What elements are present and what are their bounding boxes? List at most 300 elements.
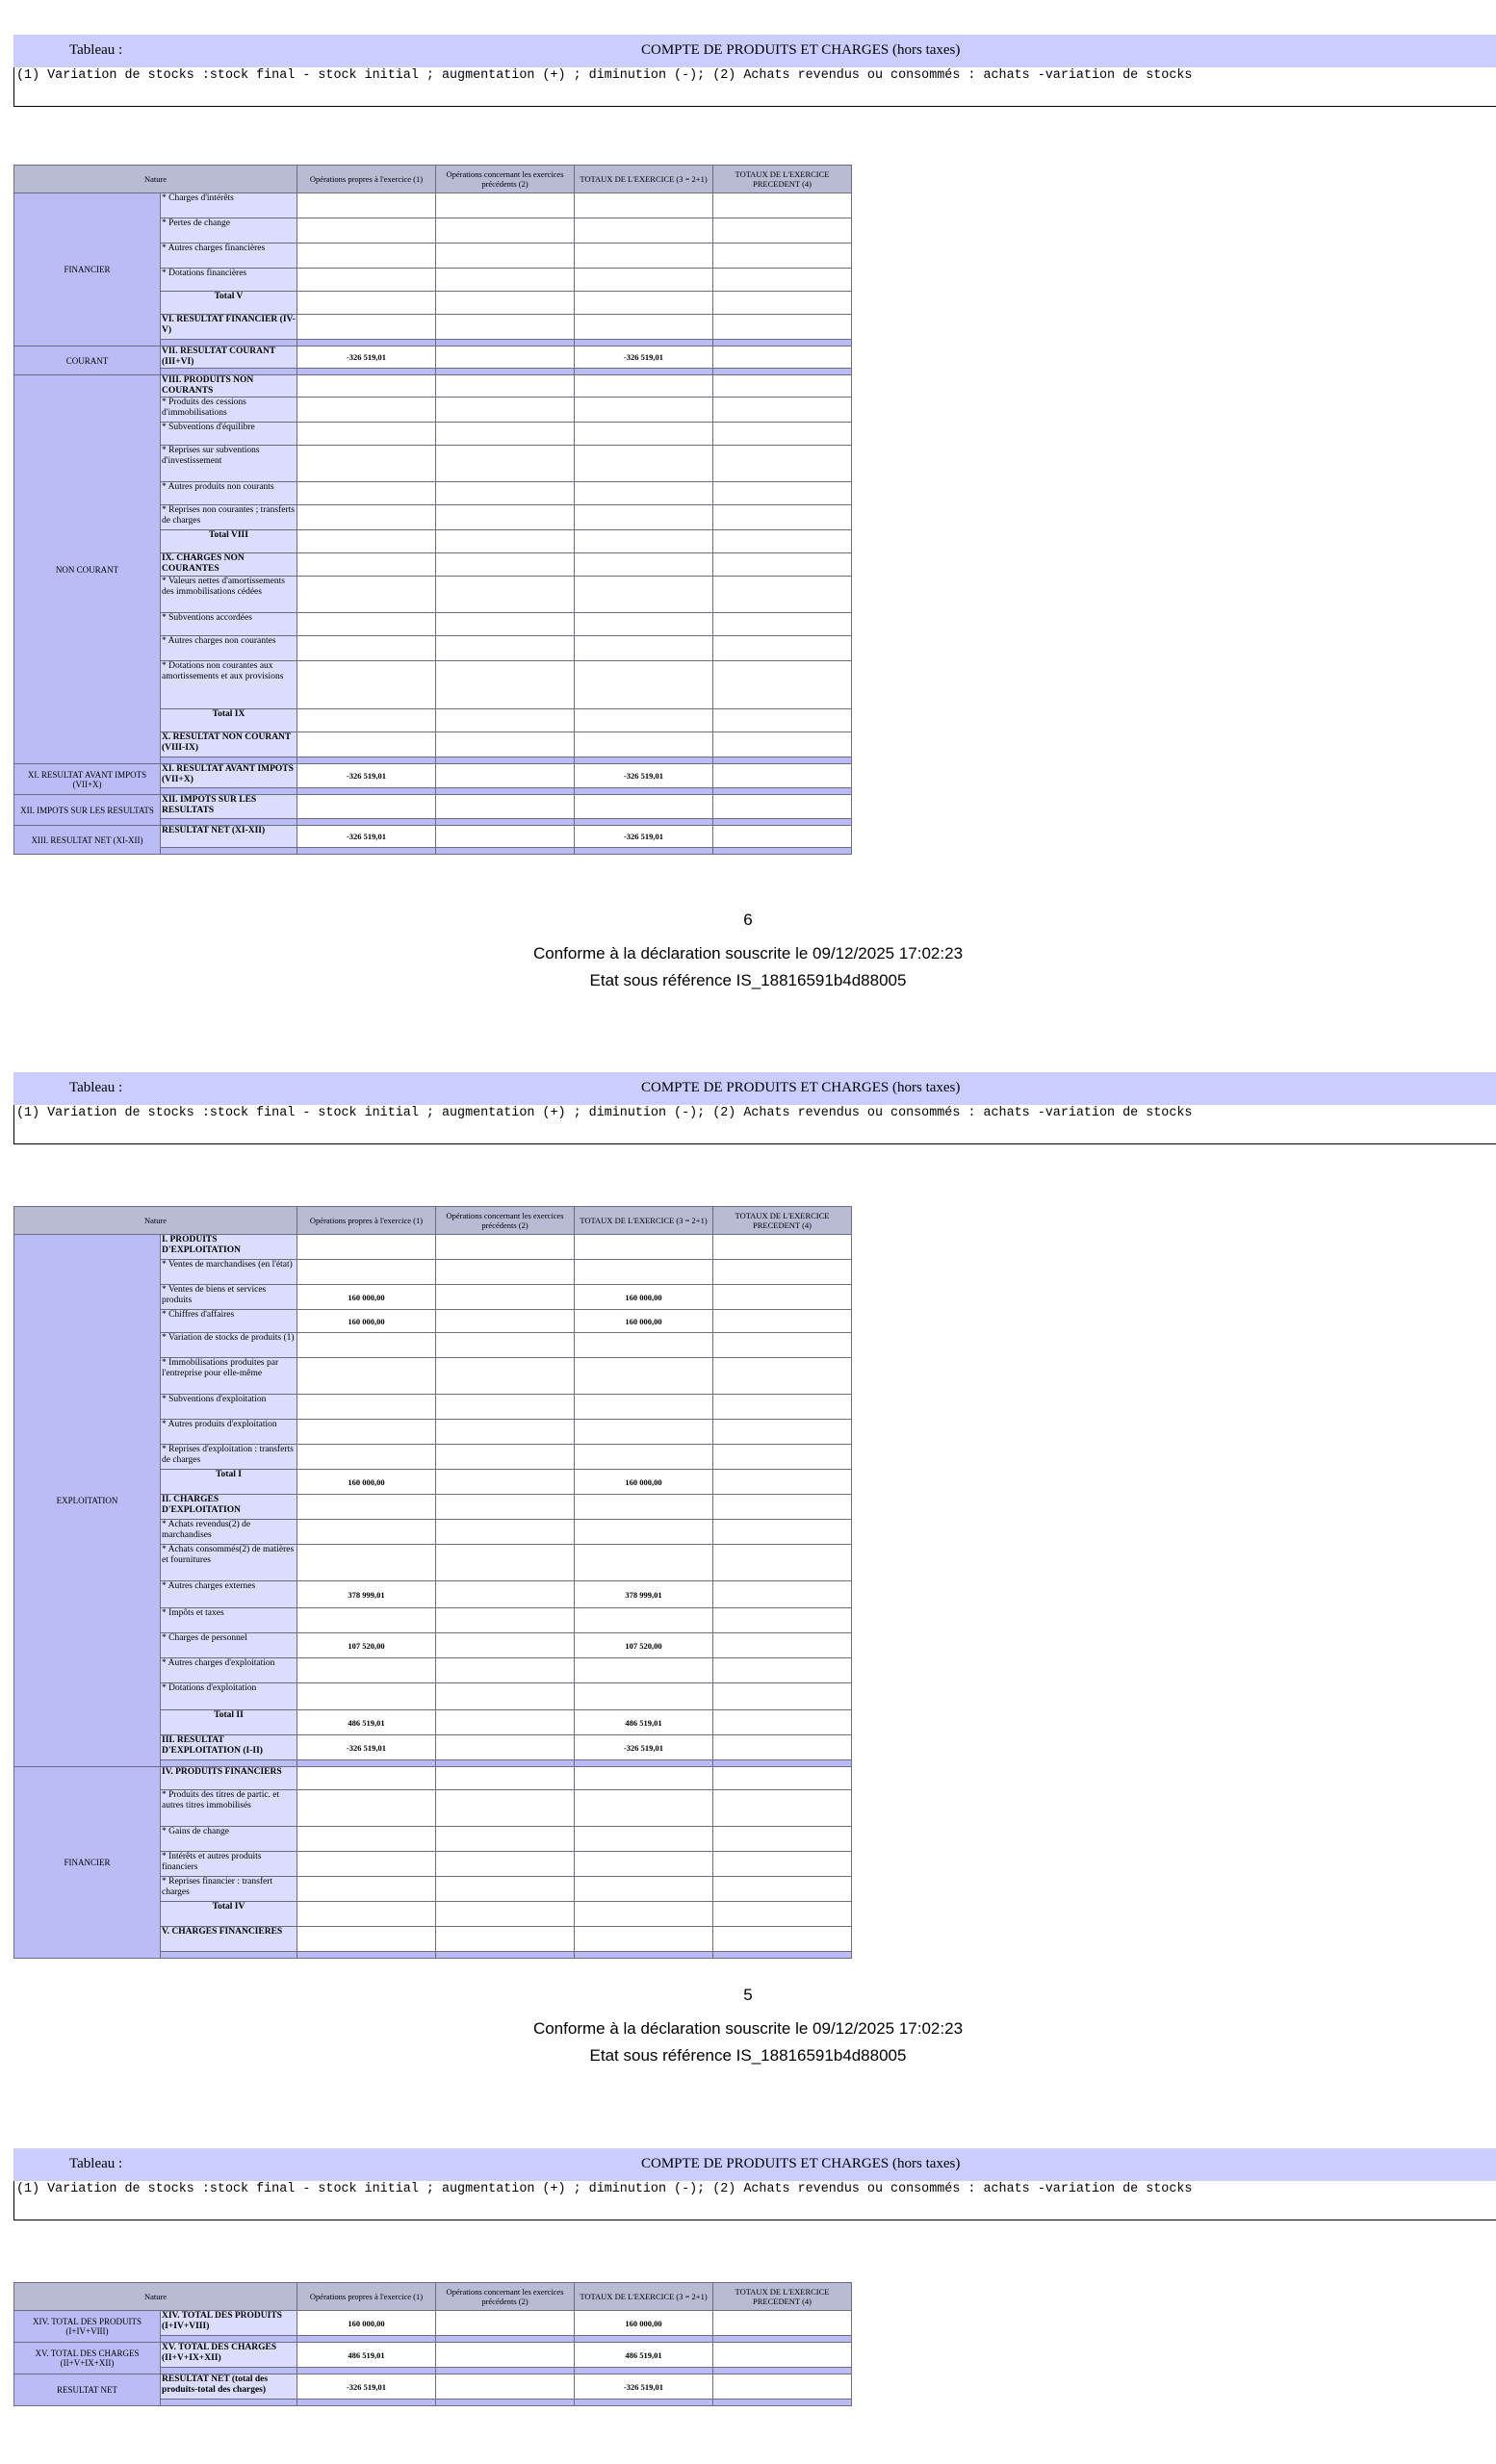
row-label: * Immobilisations produites par l'entreprise pour elle-même bbox=[161, 1358, 297, 1395]
separator-cell bbox=[713, 1952, 852, 1959]
column-header-year-totals: TOTAUX DE L'EXERCICE (3 = 2+1) bbox=[575, 166, 713, 193]
value-current-ops: -326 519,01 bbox=[297, 2374, 436, 2400]
value-year-total: 160 000,00 bbox=[575, 2311, 713, 2336]
category-cell: XIV. TOTAL DES PRODUITS (I+IV+VIII) bbox=[14, 2311, 161, 2343]
value-current-ops bbox=[297, 1395, 436, 1420]
separator-cell bbox=[713, 848, 852, 855]
category-cell: XI. RESULTAT AVANT IMPOTS (VII+X) bbox=[14, 764, 161, 795]
value-year-total bbox=[575, 1852, 713, 1877]
separator-cell bbox=[436, 2368, 575, 2374]
value-year-total: 486 519,01 bbox=[575, 1710, 713, 1735]
row-label: Total II bbox=[161, 1710, 297, 1735]
value-prior-ops bbox=[436, 764, 575, 788]
conformity-declaration: Conforme à la déclaration souscrite le 09/12/2025 17:02:23 bbox=[532, 2019, 964, 2038]
row-label: Total IX bbox=[161, 709, 297, 732]
row-label: * Achats revendus(2) de marchandises bbox=[161, 1520, 297, 1545]
row-label: * Subventions d'exploitation bbox=[161, 1395, 297, 1420]
value-previous-year-total bbox=[713, 1927, 852, 1952]
value-current-ops bbox=[297, 1420, 436, 1445]
separator-cell bbox=[297, 2400, 436, 2406]
value-current-ops bbox=[297, 1520, 436, 1545]
value-current-ops: 160 000,00 bbox=[297, 1470, 436, 1495]
value-prior-ops bbox=[436, 1790, 575, 1827]
value-prior-ops bbox=[436, 1633, 575, 1658]
value-year-total bbox=[575, 553, 713, 577]
row-label: * Dotations d'exploitation bbox=[161, 1683, 297, 1710]
value-year-total bbox=[575, 1827, 713, 1852]
income-statement-table bbox=[13, 1206, 852, 1959]
value-current-ops bbox=[297, 1852, 436, 1877]
value-year-total bbox=[575, 1395, 713, 1420]
separator-cell bbox=[297, 788, 436, 795]
value-previous-year-total bbox=[713, 1285, 852, 1310]
separator-cell bbox=[297, 2336, 436, 2343]
value-prior-ops bbox=[436, 193, 575, 218]
value-year-total: -326 519,01 bbox=[575, 346, 713, 369]
separator-cell bbox=[161, 2400, 297, 2406]
tableau-label: Tableau : bbox=[69, 1080, 123, 1095]
tableau-title: COMPTE DE PRODUITS ET CHARGES (hors taxes) bbox=[641, 42, 961, 58]
column-header-year-totals: TOTAUX DE L'EXERCICE (3 = 2+1) bbox=[575, 2283, 713, 2311]
separator-cell bbox=[161, 848, 297, 855]
table-row bbox=[14, 2374, 852, 2400]
value-prior-ops bbox=[436, 423, 575, 446]
value-previous-year-total bbox=[713, 1658, 852, 1683]
column-header-nature: Nature bbox=[14, 2283, 297, 2311]
summary-table bbox=[13, 2282, 852, 2406]
stock-variation-note: (1) Variation de stocks :stock final - stock initial ; augmentation (+) ; diminution (-); (2) Achats revendus ou consommés : achats -variation de stocks bbox=[13, 1105, 1496, 1144]
value-prior-ops bbox=[436, 1827, 575, 1852]
value-year-total: 486 519,01 bbox=[575, 2343, 713, 2368]
value-previous-year-total bbox=[713, 1235, 852, 1260]
value-previous-year-total bbox=[713, 1520, 852, 1545]
value-year-total bbox=[575, 269, 713, 292]
value-previous-year-total bbox=[713, 2311, 852, 2336]
separator-cell bbox=[297, 1760, 436, 1767]
separator-cell bbox=[575, 788, 713, 795]
value-current-ops bbox=[297, 1877, 436, 1902]
separator-cell bbox=[297, 369, 436, 375]
value-year-total bbox=[575, 375, 713, 398]
row-label: I. PRODUITS D'EXPLOITATION bbox=[161, 1235, 297, 1260]
value-prior-ops bbox=[436, 1658, 575, 1683]
value-current-ops bbox=[297, 505, 436, 530]
row-label: * Pertes de change bbox=[161, 218, 297, 244]
separator-cell bbox=[713, 340, 852, 346]
separator-cell bbox=[297, 819, 436, 826]
separator-cell bbox=[575, 2368, 713, 2374]
value-current-ops bbox=[297, 398, 436, 423]
separator-cell bbox=[436, 2400, 575, 2406]
value-year-total: 160 000,00 bbox=[575, 1310, 713, 1333]
value-previous-year-total bbox=[713, 709, 852, 732]
value-previous-year-total bbox=[713, 446, 852, 482]
value-prior-ops bbox=[436, 482, 575, 505]
value-year-total bbox=[575, 1927, 713, 1952]
value-previous-year-total bbox=[713, 1545, 852, 1581]
value-prior-ops bbox=[436, 530, 575, 553]
value-current-ops bbox=[297, 795, 436, 819]
column-header-previous-year-totals: TOTAUX DE L'EXERCICE PRECEDENT (4) bbox=[713, 2283, 852, 2311]
value-prior-ops bbox=[436, 398, 575, 423]
column-header-current-ops: Opérations propres à l'exercice (1) bbox=[297, 1207, 436, 1235]
value-year-total: -326 519,01 bbox=[575, 764, 713, 788]
value-year-total bbox=[575, 795, 713, 819]
column-header-prior-ops: Opérations concernant les exercices précédents (2) bbox=[436, 2283, 575, 2311]
value-prior-ops bbox=[436, 1495, 575, 1520]
row-label: VII. RESULTAT COURANT (III+VI) bbox=[161, 346, 297, 369]
row-label: VIII. PRODUITS NON COURANTS bbox=[161, 375, 297, 398]
value-current-ops bbox=[297, 269, 436, 292]
value-current-ops bbox=[297, 530, 436, 553]
value-prior-ops bbox=[436, 1683, 575, 1710]
separator-cell bbox=[436, 848, 575, 855]
row-label: * Impôts et taxes bbox=[161, 1608, 297, 1633]
value-current-ops bbox=[297, 1235, 436, 1260]
value-prior-ops bbox=[436, 1470, 575, 1495]
value-prior-ops bbox=[436, 1877, 575, 1902]
value-year-total bbox=[575, 1358, 713, 1395]
table-row bbox=[14, 2343, 852, 2368]
value-year-total bbox=[575, 1445, 713, 1470]
page-number: 6 bbox=[743, 911, 753, 929]
column-header-current-ops: Opérations propres à l'exercice (1) bbox=[297, 166, 436, 193]
value-previous-year-total bbox=[713, 375, 852, 398]
value-year-total bbox=[575, 244, 713, 269]
value-prior-ops bbox=[436, 661, 575, 709]
value-current-ops bbox=[297, 1902, 436, 1927]
separator-cell bbox=[713, 369, 852, 375]
value-current-ops bbox=[297, 577, 436, 613]
value-year-total bbox=[575, 1608, 713, 1633]
value-prior-ops bbox=[436, 1333, 575, 1358]
stock-variation-note: (1) Variation de stocks :stock final - stock initial ; augmentation (+) ; diminution (-); (2) Achats revendus ou consommés : achats -variation de stocks bbox=[13, 2181, 1496, 2220]
row-label: * Gains de change bbox=[161, 1827, 297, 1852]
value-current-ops bbox=[297, 709, 436, 732]
value-prior-ops bbox=[436, 826, 575, 848]
value-previous-year-total bbox=[713, 1310, 852, 1333]
value-prior-ops bbox=[436, 1520, 575, 1545]
value-prior-ops bbox=[436, 1767, 575, 1790]
category-cell: NON COURANT bbox=[14, 375, 161, 764]
value-previous-year-total bbox=[713, 2343, 852, 2368]
separator-cell bbox=[436, 1952, 575, 1959]
row-label: * Autres charges externes bbox=[161, 1581, 297, 1608]
value-year-total bbox=[575, 1333, 713, 1358]
value-current-ops bbox=[297, 1333, 436, 1358]
value-previous-year-total bbox=[713, 1495, 852, 1520]
separator-cell bbox=[713, 2400, 852, 2406]
category-cell: XV. TOTAL DES CHARGES (II+V+IX+XII) bbox=[14, 2343, 161, 2374]
value-prior-ops bbox=[436, 1581, 575, 1608]
row-label: * Autres charges non courantes bbox=[161, 636, 297, 661]
row-label: * Reprises sur subventions d'investissement bbox=[161, 446, 297, 482]
value-previous-year-total bbox=[713, 482, 852, 505]
value-year-total bbox=[575, 1683, 713, 1710]
value-current-ops bbox=[297, 1658, 436, 1683]
value-previous-year-total bbox=[713, 1395, 852, 1420]
row-label: * Reprises d'exploitation : transferts de charges bbox=[161, 1445, 297, 1470]
value-prior-ops bbox=[436, 505, 575, 530]
value-previous-year-total bbox=[713, 795, 852, 819]
value-year-total bbox=[575, 193, 713, 218]
row-label: Total IV bbox=[161, 1902, 297, 1927]
category-cell: XIII. RESULTAT NET (XI-XII) bbox=[14, 826, 161, 855]
value-prior-ops bbox=[436, 269, 575, 292]
value-current-ops bbox=[297, 1790, 436, 1827]
column-header-year-totals: TOTAUX DE L'EXERCICE (3 = 2+1) bbox=[575, 1207, 713, 1235]
separator-cell bbox=[575, 340, 713, 346]
value-prior-ops bbox=[436, 1395, 575, 1420]
value-year-total bbox=[575, 636, 713, 661]
separator-cell bbox=[575, 369, 713, 375]
row-label: * Valeurs nettes d'amortissements des immobilisations cédées bbox=[161, 577, 297, 613]
table-row bbox=[14, 193, 852, 218]
separator-cell bbox=[161, 340, 297, 346]
value-prior-ops bbox=[436, 315, 575, 340]
value-prior-ops bbox=[436, 709, 575, 732]
conformity-reference: Etat sous référence IS_18816591b4d88005 bbox=[589, 2046, 907, 2065]
separator-cell bbox=[575, 1760, 713, 1767]
value-previous-year-total bbox=[713, 826, 852, 848]
tableau-title: COMPTE DE PRODUITS ET CHARGES (hors taxes) bbox=[641, 2156, 961, 2171]
value-previous-year-total bbox=[713, 193, 852, 218]
value-year-total: 378 999,01 bbox=[575, 1581, 713, 1608]
value-year-total bbox=[575, 530, 713, 553]
separator-cell bbox=[575, 2400, 713, 2406]
separator-cell bbox=[575, 2336, 713, 2343]
value-previous-year-total bbox=[713, 1470, 852, 1495]
value-prior-ops bbox=[436, 1445, 575, 1470]
row-label: Total I bbox=[161, 1470, 297, 1495]
value-prior-ops bbox=[436, 1310, 575, 1333]
value-current-ops: 107 520,00 bbox=[297, 1633, 436, 1658]
column-header-previous-year-totals: TOTAUX DE L'EXERCICE PRECEDENT (4) bbox=[713, 1207, 852, 1235]
value-year-total bbox=[575, 1658, 713, 1683]
value-year-total bbox=[575, 661, 713, 709]
row-label: * Intérêts et autres produits financiers bbox=[161, 1852, 297, 1877]
separator-cell bbox=[161, 788, 297, 795]
value-current-ops: -326 519,01 bbox=[297, 826, 436, 848]
separator-cell bbox=[713, 2368, 852, 2374]
value-year-total bbox=[575, 423, 713, 446]
row-label: IX. CHARGES NON COURANTES bbox=[161, 553, 297, 577]
value-prior-ops bbox=[436, 346, 575, 369]
value-year-total bbox=[575, 1877, 713, 1902]
value-current-ops bbox=[297, 423, 436, 446]
value-prior-ops bbox=[436, 1285, 575, 1310]
table-row bbox=[14, 1235, 852, 1260]
value-year-total bbox=[575, 398, 713, 423]
row-label: V. CHARGES FINANCIERES bbox=[161, 1927, 297, 1952]
value-prior-ops bbox=[436, 1852, 575, 1877]
value-previous-year-total bbox=[713, 1735, 852, 1760]
row-label: * Charges de personnel bbox=[161, 1633, 297, 1658]
value-previous-year-total bbox=[713, 661, 852, 709]
value-current-ops: 378 999,01 bbox=[297, 1581, 436, 1608]
value-year-total bbox=[575, 577, 713, 613]
value-current-ops: 486 519,01 bbox=[297, 2343, 436, 2368]
income-statement-table bbox=[13, 165, 852, 855]
value-prior-ops bbox=[436, 1358, 575, 1395]
value-current-ops bbox=[297, 1608, 436, 1633]
value-prior-ops bbox=[436, 1927, 575, 1952]
value-current-ops bbox=[297, 482, 436, 505]
tableau-header-bar bbox=[13, 1072, 1496, 1105]
column-header-current-ops: Opérations propres à l'exercice (1) bbox=[297, 2283, 436, 2311]
value-year-total bbox=[575, 732, 713, 757]
value-year-total: -326 519,01 bbox=[575, 1735, 713, 1760]
column-header-previous-year-totals: TOTAUX DE L'EXERCICE PRECEDENT (4) bbox=[713, 166, 852, 193]
row-label: XV. TOTAL DES CHARGES (II+V+IX+XII) bbox=[161, 2343, 297, 2368]
row-label: RESULTAT NET (XI-XII) bbox=[161, 826, 297, 848]
separator-cell bbox=[161, 1760, 297, 1767]
category-cell: RESULTAT NET bbox=[14, 2374, 161, 2406]
tableau-header-bar bbox=[13, 2148, 1496, 2181]
row-label: II. CHARGES D'EXPLOITATION bbox=[161, 1495, 297, 1520]
value-previous-year-total bbox=[713, 315, 852, 340]
value-year-total bbox=[575, 292, 713, 315]
table-row bbox=[14, 346, 852, 369]
value-previous-year-total bbox=[713, 1710, 852, 1735]
value-current-ops bbox=[297, 193, 436, 218]
value-current-ops bbox=[297, 661, 436, 709]
separator-cell bbox=[161, 2336, 297, 2343]
separator-cell bbox=[161, 757, 297, 764]
value-previous-year-total bbox=[713, 1852, 852, 1877]
value-prior-ops bbox=[436, 1545, 575, 1581]
value-prior-ops bbox=[436, 2343, 575, 2368]
separator-cell bbox=[297, 2368, 436, 2374]
value-current-ops bbox=[297, 292, 436, 315]
separator-cell bbox=[436, 369, 575, 375]
value-prior-ops bbox=[436, 1235, 575, 1260]
value-previous-year-total bbox=[713, 530, 852, 553]
separator-cell bbox=[713, 819, 852, 826]
row-label: * Produits des cessions d'immobilisations bbox=[161, 398, 297, 423]
column-header-nature: Nature bbox=[14, 166, 297, 193]
separator-cell bbox=[436, 757, 575, 764]
separator-cell bbox=[297, 340, 436, 346]
value-prior-ops bbox=[436, 1902, 575, 1927]
value-previous-year-total bbox=[713, 398, 852, 423]
row-label: * Autres charges financières bbox=[161, 244, 297, 269]
column-header-prior-ops: Opérations concernant les exercices précédents (2) bbox=[436, 166, 575, 193]
value-current-ops bbox=[297, 244, 436, 269]
value-current-ops bbox=[297, 1927, 436, 1952]
value-previous-year-total bbox=[713, 1260, 852, 1285]
stock-variation-note: (1) Variation de stocks :stock final - stock initial ; augmentation (+) ; diminution (-); (2) Achats revendus ou consommés : achats -variation de stocks bbox=[13, 67, 1496, 107]
table-row bbox=[14, 2311, 852, 2336]
row-label: IV. PRODUITS FINANCIERS bbox=[161, 1767, 297, 1790]
separator-cell bbox=[161, 819, 297, 826]
value-prior-ops bbox=[436, 795, 575, 819]
value-current-ops: -326 519,01 bbox=[297, 1735, 436, 1760]
value-year-total bbox=[575, 1495, 713, 1520]
row-label: * Ventes de biens et services produits bbox=[161, 1285, 297, 1310]
value-prior-ops bbox=[436, 1735, 575, 1760]
row-label: * Subventions d'équilibre bbox=[161, 423, 297, 446]
value-current-ops bbox=[297, 732, 436, 757]
value-previous-year-total bbox=[713, 1790, 852, 1827]
value-previous-year-total bbox=[713, 1827, 852, 1852]
value-previous-year-total bbox=[713, 2374, 852, 2400]
value-year-total bbox=[575, 1790, 713, 1827]
row-label: RESULTAT NET (total des produits-total des charges) bbox=[161, 2374, 297, 2400]
value-year-total bbox=[575, 613, 713, 636]
value-previous-year-total bbox=[713, 1877, 852, 1902]
separator-cell bbox=[575, 848, 713, 855]
row-label: X. RESULTAT NON COURANT (VIII-IX) bbox=[161, 732, 297, 757]
table-row bbox=[14, 1767, 852, 1790]
separator-cell bbox=[161, 1952, 297, 1959]
value-prior-ops bbox=[436, 218, 575, 244]
value-year-total: 160 000,00 bbox=[575, 1470, 713, 1495]
value-year-total bbox=[575, 1545, 713, 1581]
row-label: Total VIII bbox=[161, 530, 297, 553]
value-current-ops bbox=[297, 1358, 436, 1395]
separator-cell bbox=[575, 1952, 713, 1959]
value-current-ops bbox=[297, 553, 436, 577]
value-previous-year-total bbox=[713, 1333, 852, 1358]
value-previous-year-total bbox=[713, 1902, 852, 1927]
value-prior-ops bbox=[436, 613, 575, 636]
value-current-ops bbox=[297, 446, 436, 482]
separator-cell bbox=[436, 340, 575, 346]
value-previous-year-total bbox=[713, 1767, 852, 1790]
value-previous-year-total bbox=[713, 1608, 852, 1633]
value-current-ops: 486 519,01 bbox=[297, 1710, 436, 1735]
value-year-total: -326 519,01 bbox=[575, 2374, 713, 2400]
separator-cell bbox=[436, 819, 575, 826]
value-previous-year-total bbox=[713, 577, 852, 613]
value-previous-year-total bbox=[713, 1358, 852, 1395]
row-label: * Autres produits non courants bbox=[161, 482, 297, 505]
value-current-ops: 160 000,00 bbox=[297, 1310, 436, 1333]
row-label: * Produits des titres de partic. et autres titres immobilisés bbox=[161, 1790, 297, 1827]
value-prior-ops bbox=[436, 1420, 575, 1445]
row-label: * Dotations financières bbox=[161, 269, 297, 292]
row-label: XIV. TOTAL DES PRODUITS (I+IV+VIII) bbox=[161, 2311, 297, 2336]
value-current-ops bbox=[297, 1495, 436, 1520]
value-current-ops: -326 519,01 bbox=[297, 346, 436, 369]
value-current-ops bbox=[297, 1767, 436, 1790]
separator-cell bbox=[713, 788, 852, 795]
table-row bbox=[14, 826, 852, 848]
value-previous-year-total bbox=[713, 732, 852, 757]
value-current-ops bbox=[297, 1683, 436, 1710]
value-year-total bbox=[575, 505, 713, 530]
category-cell: XII. IMPOTS SUR LES RESULTATS bbox=[14, 795, 161, 826]
row-label: * Achats consommés(2) de matières et fournitures bbox=[161, 1545, 297, 1581]
value-year-total: 107 520,00 bbox=[575, 1633, 713, 1658]
value-prior-ops bbox=[436, 292, 575, 315]
table-row bbox=[14, 375, 852, 398]
value-year-total bbox=[575, 1902, 713, 1927]
value-year-total bbox=[575, 1420, 713, 1445]
separator-cell bbox=[713, 1760, 852, 1767]
value-current-ops: 160 000,00 bbox=[297, 2311, 436, 2336]
category-cell: EXPLOITATION bbox=[14, 1235, 161, 1767]
value-previous-year-total bbox=[713, 423, 852, 446]
row-label: III. RESULTAT D'EXPLOITATION (I-II) bbox=[161, 1735, 297, 1760]
category-cell: FINANCIER bbox=[14, 1767, 161, 1959]
separator-cell bbox=[297, 757, 436, 764]
separator-cell bbox=[713, 757, 852, 764]
value-current-ops bbox=[297, 1260, 436, 1285]
value-prior-ops bbox=[436, 446, 575, 482]
separator-cell bbox=[161, 369, 297, 375]
